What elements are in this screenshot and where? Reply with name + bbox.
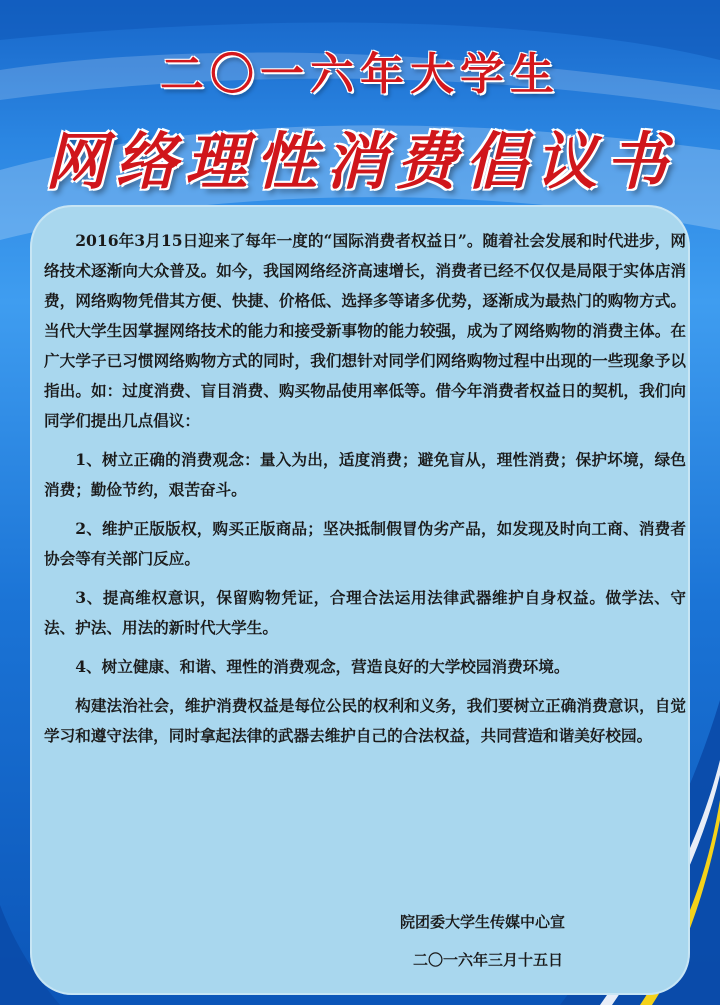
signature-organization: 院团委大学生传媒中心宣 [400, 913, 566, 931]
page-title-line2: 网络理性消费倡议书 [44, 125, 675, 198]
paragraph-item-4: 4、树立健康、和谐、理性的消费观念，营造良好的大学校园消费环境。 [75, 657, 570, 676]
paragraph-item-1: 1、树立正确的消费观念：量入为出，适度消费；避免盲从，理性消费；保护坏境，绿色消费；勤俭节约，艰苦奋斗。 [44, 450, 686, 499]
signature-date: 二〇一六年三月十五日 [413, 951, 564, 969]
paragraph-item-2: 2、维护正版版权，购买正版商品；坚决抵制假冒伪劣产品，如发现及时向工商、消费者协会等有关部门反应。 [44, 519, 686, 568]
proposal-body [44, 226, 686, 760]
paragraph-item-3: 3、提高维权意识，保留购物凭证，合理合法运用法律武器维护自身权益。做学法、守法、护法、用法的新时代大学生。 [44, 588, 686, 637]
paragraph-intro: 2016年3月15日迎来了每年一度的“国际消费者权益日”。随着社会发展和时代进步，网络技术逐渐向大众普及。如今，我国网络经济高速增长，消费者已经不仅仅是局限于实体店消费，网络购物凭借其方便、快捷、价格低、选择多等诸多优势，逐渐成为最热门的购物方式。当代大学生因掌握网络技术的能力和接受新事物的能力较强，成为了网络购物的消费主体。在广大学子已习惯网络购物方式的同时，我们想针对同学们网络购物过程中出现的一些现象予以指出。如：过度消费、盲目消费、购买物品使用率低等。借今年消费者权益日的契机，我们向同学们提出几点倡议： [44, 231, 686, 430]
page-title-line1: 二〇一六年大学生 [160, 49, 560, 100]
paragraph-closing: 构建法治社会，维护消费权益是每位公民的权利和义务，我们要树立正确消费意识，自觉学习和遵守法律，同时拿起法律的武器去维护自己的合法权益，共同营造和谐美好校园。 [44, 696, 686, 745]
